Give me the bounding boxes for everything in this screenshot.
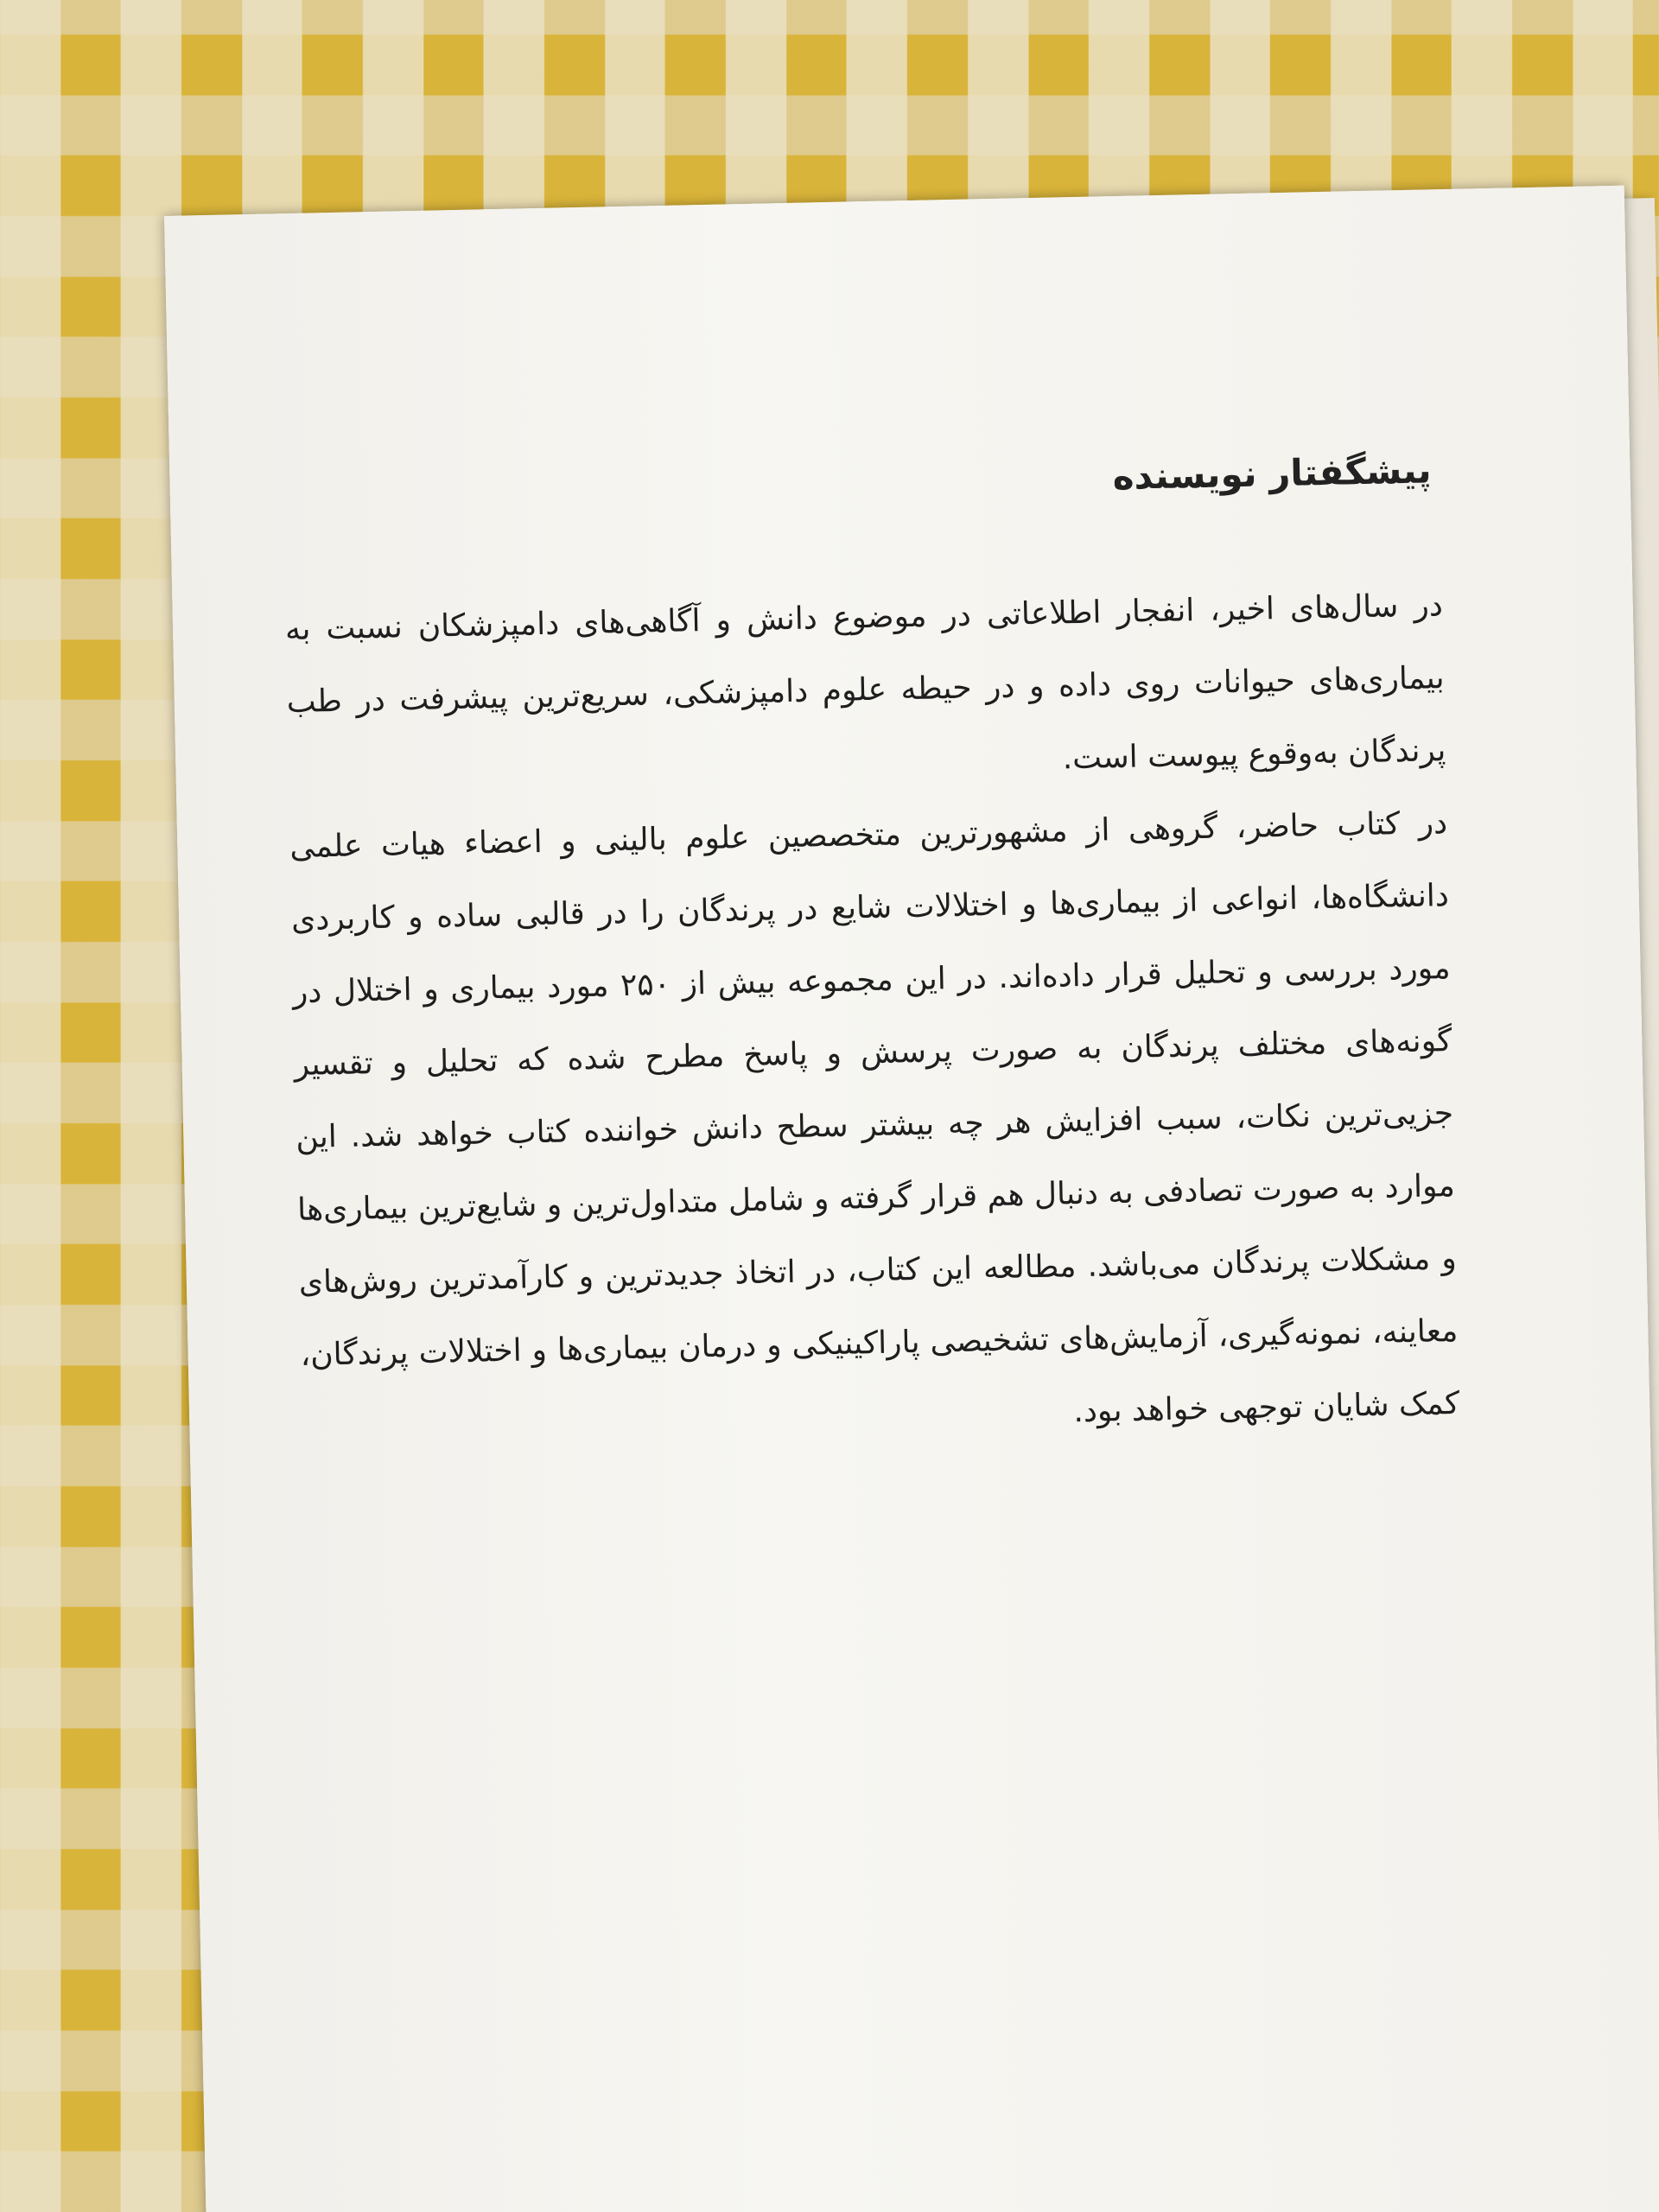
- body-text: [284, 569, 1460, 1465]
- book-page: [164, 186, 1659, 2212]
- page-title: پیشگفتار نویسنده: [1112, 448, 1432, 499]
- paragraph: در کتاب حاضر، گروهی از مشهورترین متخصصین علوم بالینی و اعضاء هیات علمی دانشگاه‌ها، انواعی از بیماری‌ها و اختلالات شایع در پرندگان را در قالبی ساده و کاربردی مورد بررسی و تحلیل قرار داده‌اند. در این مجموعه بیش از ۲۵۰ مورد بیماری و اختلال در گونه‌های مختلف پرندگان به صورت پرسش و پاسخ مطرح شده که تحلیل و تقسیر جزیی‌ترین نکات، سبب افزایش هر چه بیشتر سطح دانش خواننده کتاب خواهد شد. این موارد به صورت تصادفی به دنبال هم قرار گرفته و شامل متداول‌ترین و شایع‌ترین بیماری‌ها و مشکلات پرندگان می‌باشد. مطالعه این کتاب، در اتخاذ جدیدترین و کارآمدترین روش‌های معاینه، نمونه‌گیری، آزمایش‌های تشخیصی پاراکینیکی و درمان بیماری‌ها و اختلالات پرندگان، کمک شایان توجهی خواهد بود.: [289, 805, 1460, 1430]
- paragraph: در سال‌های اخیر، انفجار اطلاعاتی در موضوع دانش و آگاهی‌های دامپزشکان نسبت به بیماری‌های حیوانات روی داده و در حیطه علوم دامپزشکی، سریع‌ترین پیشرفت در طب پرندگان به‌وقوع پیوست است.: [284, 588, 1446, 777]
